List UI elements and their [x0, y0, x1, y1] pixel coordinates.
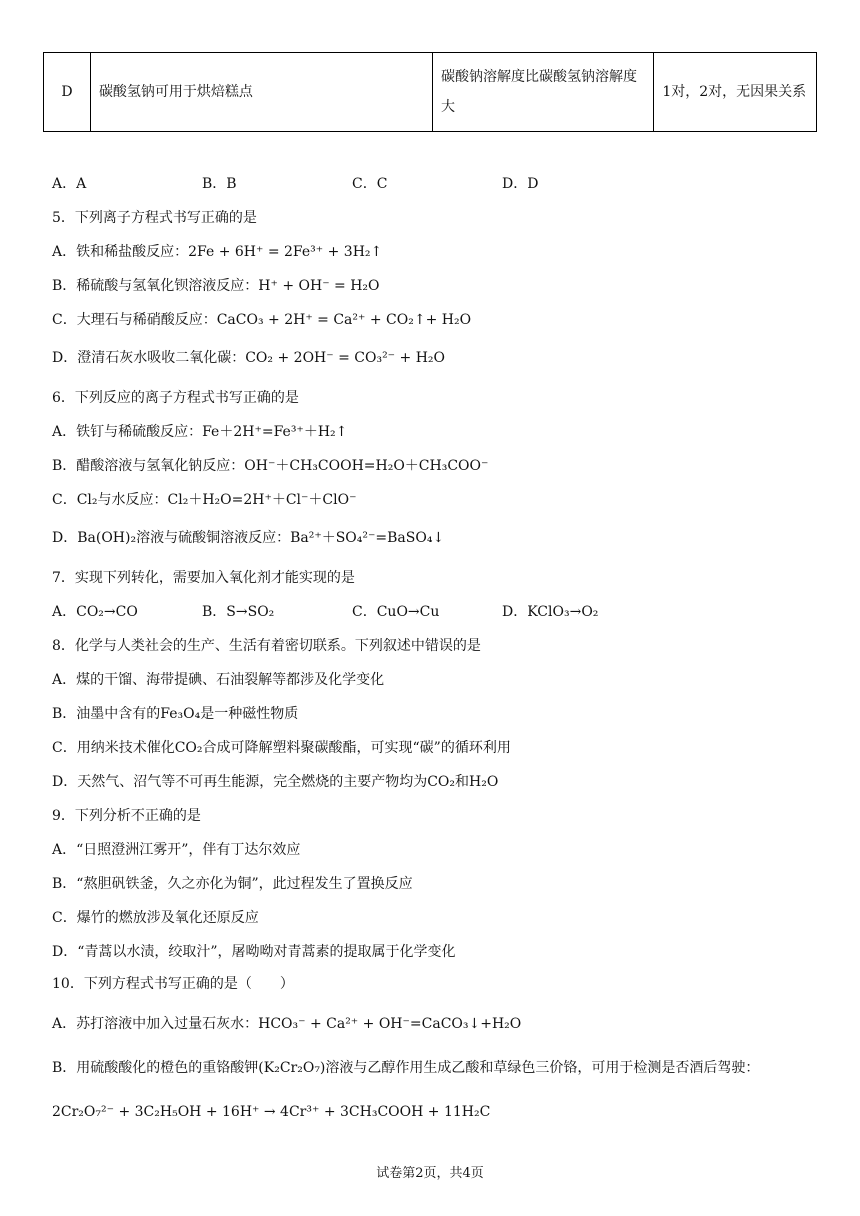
q6-option-d[interactable]: D．Ba(OH)₂溶液与硫酸铜溶液反应：Ba²⁺＋SO₄²⁻=BaSO₄↓: [52, 530, 445, 546]
q4-option-c[interactable]: C．C: [352, 176, 388, 192]
q10-option-b-text[interactable]: B．用硫酸酸化的橙色的重铬酸钾(K₂Cr₂O₇)溶液与乙醇作用生成乙酸和草绿色三价铬，可用于检测是否酒后驾驶：: [52, 1060, 760, 1076]
q9-stem: 9．下列分析不正确的是: [52, 808, 201, 824]
q5-option-c[interactable]: C．大理石与稀硝酸反应：CaCO₃ + 2H⁺ = Ca²⁺ + CO₂↑+ H₂O: [52, 312, 472, 328]
row-letter: D: [44, 53, 91, 132]
q8-option-d[interactable]: D．天然气、沼气等不可再生能源，完全燃烧的主要产物均为CO₂和H₂O: [52, 774, 499, 790]
q10-option-b-equation: 2Cr₂O₇²⁻ + 3C₂H₅OH + 16H⁺ → 4Cr³⁺ + 3CH₃COOH + 11H₂C: [52, 1104, 491, 1120]
q9-option-d[interactable]: D．“青蒿以水渍，绞取汁”，屠呦呦对青蒿素的提取属于化学变化: [52, 944, 456, 960]
q8-option-c[interactable]: C．用纳米技术催化CO₂合成可降解塑料聚碳酸酯，可实现“碳”的循环利用: [52, 740, 511, 756]
q4-option-b[interactable]: B．B: [202, 176, 237, 192]
table-row: [44, 53, 817, 132]
q6-option-a[interactable]: A．铁钉与稀硫酸反应：Fe＋2H⁺=Fe³⁺＋H₂↑: [52, 424, 348, 440]
q7-option-d[interactable]: D．KClO₃→O₂: [502, 604, 599, 620]
q5-option-a[interactable]: A．铁和稀盐酸反应：2Fe + 6H⁺ = 2Fe³⁺ + 3H₂↑: [52, 244, 383, 260]
q7-option-b[interactable]: B．S→SO₂: [202, 604, 275, 620]
q4-option-d[interactable]: D．D: [502, 176, 539, 192]
page-footer: 试卷第2页，共4页: [376, 1166, 484, 1181]
judgement: 1对，2对，无因果关系: [654, 53, 817, 132]
q8-option-b[interactable]: B．油墨中含有的Fe₃O₄是一种磁性物质: [52, 706, 299, 722]
q9-option-c[interactable]: C．爆竹的燃放涉及氧化还原反应: [52, 910, 259, 926]
statement-2: 碳酸钠溶解度比碳酸氢钠溶解度大: [432, 53, 653, 132]
q5-option-d[interactable]: D．澄清石灰水吸收二氧化碳：CO₂ + 2OH⁻ = CO₃²⁻ + H₂O: [52, 350, 446, 366]
q10-stem: 10．下列方程式书写正确的是（ ）: [52, 976, 294, 992]
q9-option-a[interactable]: A．“日照澄洲江雾开”，伴有丁达尔效应: [52, 842, 301, 858]
q7-option-c[interactable]: C．CuO→Cu: [352, 604, 440, 620]
statement-1: 碳酸氢钠可用于烘焙糕点: [90, 53, 432, 132]
q8-stem: 8．化学与人类社会的生产、生活有着密切联系。下列叙述中错误的是: [52, 638, 481, 654]
q7-option-a[interactable]: A．CO₂→CO: [52, 604, 138, 620]
q9-option-b[interactable]: B．“熬胆矾铁釜，久之亦化为铜”，此过程发生了置换反应: [52, 876, 413, 892]
q6-option-c[interactable]: C．Cl₂与水反应：Cl₂＋H₂O=2H⁺＋Cl⁻＋ClO⁻: [52, 492, 357, 508]
q8-option-a[interactable]: A．煤的干馏、海带提碘、石油裂解等都涉及化学变化: [52, 672, 385, 688]
answer-table: [43, 52, 817, 132]
q7-stem: 7．实现下列转化，需要加入氧化剂才能实现的是: [52, 570, 355, 586]
q10-option-a[interactable]: A．苏打溶液中加入过量石灰水：HCO₃⁻ + Ca²⁺ + OH⁻=CaCO₃↓+H₂O: [52, 1016, 522, 1032]
q5-option-b[interactable]: B．稀硫酸与氢氧化钡溶液反应：H⁺ + OH⁻ = H₂O: [52, 278, 380, 294]
q6-option-b[interactable]: B．醋酸溶液与氢氧化钠反应：OH⁻＋CH₃COOH=H₂O＋CH₃COO⁻: [52, 458, 489, 474]
q5-stem: 5．下列离子方程式书写正确的是: [52, 210, 257, 226]
q4-option-a[interactable]: A．A: [52, 176, 87, 192]
q6-stem: 6．下列反应的离子方程式书写正确的是: [52, 390, 299, 406]
